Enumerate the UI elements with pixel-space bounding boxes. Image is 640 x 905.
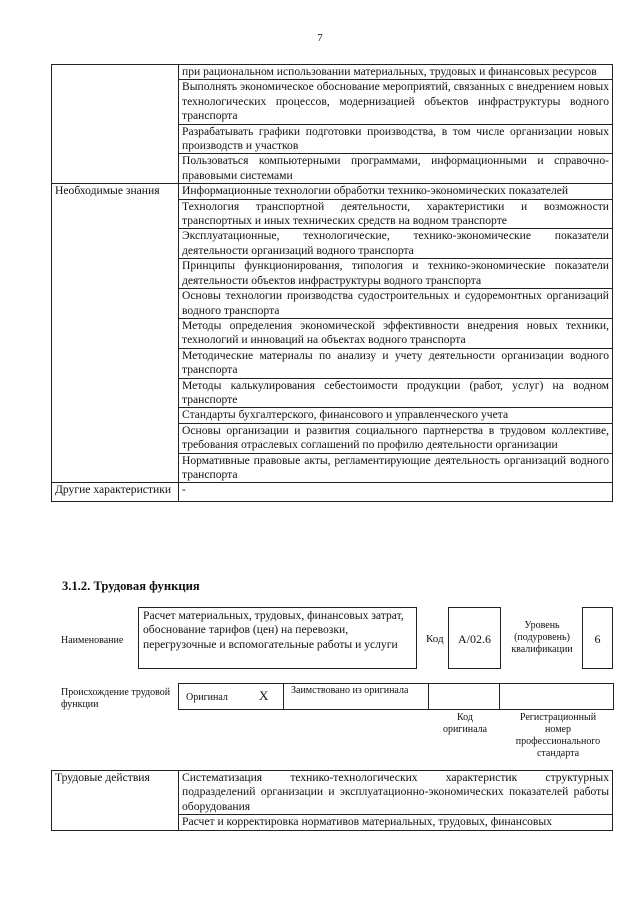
code-original-label: Код оригинала xyxy=(442,712,488,735)
original-mark: X xyxy=(259,688,269,703)
table-row xyxy=(52,771,613,815)
table-cell: Эксплуатационные, технологические, технико-экономические показатели деятельности организаций водного транспорта xyxy=(179,229,613,259)
table-cell: Расчет и корректировка нормативов материальных, трудовых, финансовых xyxy=(179,815,613,830)
table-cell: Стандарты бухгалтерского, финансового и управленческого учета xyxy=(179,408,613,423)
skills-knowledge-table xyxy=(51,64,613,502)
code-label: Код xyxy=(426,633,444,645)
table-cell: Информационные технологии обработки технико-экономических показателей xyxy=(179,184,613,199)
origin-label: Происхождение трудовой функции xyxy=(61,687,171,710)
row-label xyxy=(52,65,179,184)
qualification-level-value: 6 xyxy=(582,607,613,669)
table-cell: Принципы функционирования, типология и технико-экономические показатели деятельности объектов инфраструктуры водного транспорта xyxy=(179,259,613,289)
row-label-labour-actions: Трудовые действия xyxy=(52,771,179,831)
page-number: 7 xyxy=(317,32,323,44)
table-cell: Методы калькулирования себестоимости продукции (работ, услуг) на водном транспорте xyxy=(179,378,613,408)
borrowed-label: Заимствовано из оригинала xyxy=(291,685,409,696)
table-cell: Методы определения экономической эффективности внедрения новых техники, технологий и инноваций на объектах водного транспорта xyxy=(179,318,613,348)
labour-actions-table xyxy=(51,770,613,831)
table-cell: Пользоваться компьютерными программами, информационными и справочно-правовыми системами xyxy=(179,154,613,184)
table-cell: Выполнять экономическое обоснование мероприятий, связанных с внедрением новых технологических процессов, модернизацией объектов инфраструктуры водного транспорта xyxy=(179,80,613,124)
table-cell: Разрабатывать графики подготовки производства, в том числе организации новых производств и участков xyxy=(179,124,613,154)
function-name-value: Расчет материальных, трудовых, финансовых затрат, обоснование тарифов (цен) на перевозки, перегрузочные и вспомогательные работы и услуги xyxy=(138,607,417,669)
table-cell: Основы организации и развития социального партнерства в трудовом коллективе, требования отраслевых соглашений по профилю деятельности организации xyxy=(179,423,613,453)
table-cell: Методические материалы по анализу и учету деятельности организации водного транспорта xyxy=(179,348,613,378)
table-cell: Систематизация технико-технологических характеристик структурных подразделений организации и эксплуатационно-экономических показателей работы оборудования xyxy=(179,771,613,815)
table-row xyxy=(52,483,613,501)
table-cell: при рациональном использовании материальных, трудовых и финансовых ресурсов xyxy=(179,65,613,80)
name-label: Наименование xyxy=(61,635,124,646)
table-cell: - xyxy=(179,483,613,501)
table-cell: Нормативные правовые акты, регламентирующие деятельность организаций водного транспорта xyxy=(179,453,613,483)
table-cell: Основы технологии производства судостроительных и судоремонтных организаций водного транспорта xyxy=(179,289,613,319)
divider xyxy=(428,684,429,709)
table-row xyxy=(52,184,613,199)
divider xyxy=(499,684,500,709)
code-value: A/02.6 xyxy=(448,607,501,669)
reg-number-label: Регистрационный номер профессионального стандарта xyxy=(515,712,601,759)
table-row xyxy=(52,65,613,80)
qualification-level-label: Уровень (подуровень) квалификации xyxy=(511,620,573,655)
row-label-knowledge: Необходимые знания xyxy=(52,184,179,483)
original-label: Оригинал xyxy=(186,692,228,703)
row-label-other: Другие характеристики xyxy=(52,483,179,501)
section-heading: 3.1.2. Трудовая функция xyxy=(62,579,200,593)
divider xyxy=(283,684,284,709)
table-cell: Технология транспортной деятельности, характеристики и возможности транспортных и иных технических средств на водном транспорте xyxy=(179,199,613,229)
